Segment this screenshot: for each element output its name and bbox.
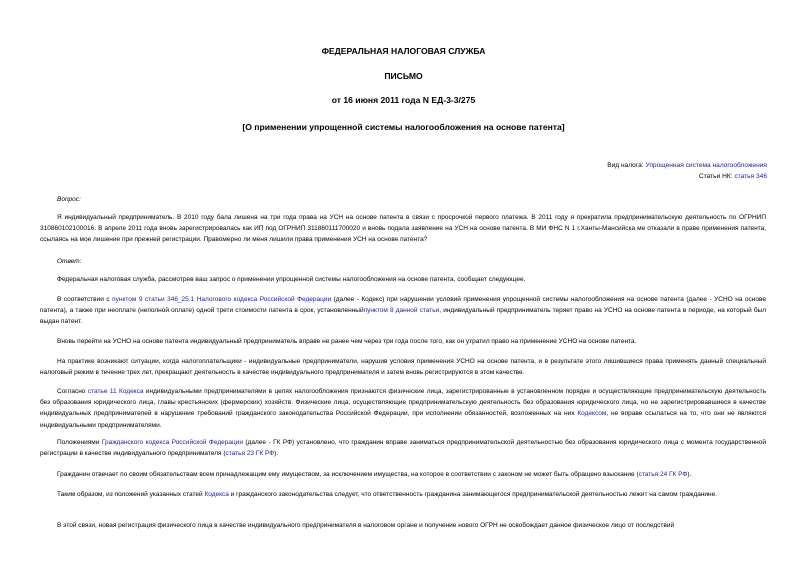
text-run: (далее - ГК РФ) установлено, что гражданин вправе заниматься предпринимательской деятельностью без образования юридического лица с момента государственной регистрации в качестве индивидуального предпринимателя (: [40, 439, 766, 458]
text-run: ).: [687, 471, 692, 478]
text-run: Положениями: [57, 439, 102, 446]
tax-type-link[interactable]: Упрощенная система налогообложения: [645, 162, 767, 169]
text-run: , не вправе ссылаться на то, что они не являются индивидуальными предпринимателями.: [40, 410, 766, 429]
tax-type-label: Вид налога:: [607, 162, 646, 169]
answer-label: Ответ:: [57, 258, 82, 265]
agency-title: ФЕДЕРАЛЬНАЯ НАЛОГОВАЯ СЛУЖБА: [321, 46, 486, 56]
text-run: ).: [274, 450, 279, 458]
document-date-number: от 16 июня 2011 года N ЕД-3-3/275: [331, 95, 476, 105]
answer-paragraph-5: [40, 386, 766, 431]
link-article-11[interactable]: статье 11 Кодекса: [87, 388, 144, 395]
link-civil-code-art-23[interactable]: статья 23 ГК РФ: [225, 450, 275, 458]
answer-paragraph-9: В этой связи, новая регистрация физического лица в качестве индивидуального предпринимателя в налоговом органе и получение нового ОГРН не освобождает данное физическое лицо от последствий: [57, 522, 675, 529]
question-text: Я индивидуальный предприниматель. В 2010 году бала лишена на три года права на УСН на основе патента в связи с просрочкой первого платежа. В 2011 году я прекратила предпринимательскую деятельность по ОГРНИП 310860102100016. В апреле 2011 года вновь зарегистрировалась как ИП под ОГРНИП 311860111700020 и вновь подала заявление на УСН на основе патента. В МИ ФНС N 1 г.Ханты-Мансийска ме отказали в праве применения патента, ссылаясь на мое лишение при прежней регистрации. Правомерно ли меня лишили права применения УСН на основе патента?: [40, 214, 766, 244]
link-code[interactable]: Кодексом: [577, 410, 607, 418]
text-run: Согласно: [57, 388, 88, 395]
text-run: Таким образом, из положений указанных статей: [57, 491, 205, 498]
answer-paragraph-4: На практике возникают ситуации, когда налогоплательщики - индивидуальные предприниматели, нарушив условия применения УСНО на основе патента, и в результате этого лишившиеся права применять данный специальный налоговый режим в течение трех лет, прекращают деятельность в качестве индивидуального предпринимателя и затем вновь регистрируются в этом качестве.: [40, 358, 766, 377]
text-run: и гражданского законодательства следует, что ответственность гражданина занимающегося предпринимательской деятельностью лежит на самом гражданине.: [228, 491, 718, 498]
tax-code-article-link[interactable]: статья 346: [734, 173, 767, 180]
link-item-8[interactable]: пунктом 8 данной статьи: [363, 307, 440, 315]
tax-code-articles-line: [699, 171, 767, 182]
link-tax-code-art-346-25-1[interactable]: пунктом 9 статьи 346_25.1 Налогового кодекса Российской Федерации: [112, 296, 332, 303]
question-label: Вопрос:: [57, 196, 81, 203]
tax-code-articles-label: Статьи НК:: [698, 173, 735, 180]
link-civil-code[interactable]: Гражданского кодекса Российской Федерации: [101, 439, 243, 446]
document-subject: [О применении упрощенной системы налогообложения на основе патента]: [242, 122, 565, 132]
document-type: ПИСЬМО: [384, 71, 423, 81]
link-code-2[interactable]: Кодекса: [204, 491, 229, 498]
answer-paragraph-1: Федеральная налоговая служба, рассмотрев ваш запрос о применении упрощенной системы налогообложения на основе патента, сообщает следующее.: [57, 276, 526, 283]
answer-paragraph-6: [40, 437, 766, 459]
answer-paragraph-7: [40, 469, 766, 480]
tax-type-line: [607, 160, 767, 171]
answer-paragraph-8: [40, 489, 766, 500]
text-run: В соответствии с: [57, 296, 113, 303]
text-run: Гражданин отвечает по своим обязательствам всем принадлежащим ему имуществом, за исключением имущества, на которое в соответствии с законом не может быть обращено взыскание (: [57, 471, 639, 478]
answer-paragraph-3: Вновь перейти на УСНО на основе патента индивидуальный предприниматель вправе не ранее чем через три года после того, как он утратил право на применение УСНО на основе патента.: [57, 338, 637, 345]
text-run: индивидуальными предпринимателями в целях налогообложения признаются физические лица, зарегистрированные в установленном порядке и осуществляющие предпринимательскую деятельность без образования юридического лица, главы крестьянских (фермерских) хозяйств. Физические лица, осуществляющие предпринимательскую деятельность без образования юридического лица, но не зарегистрировавшиеся в качестве индивидуальных предпринимателей в нарушение требований гражданского законодательства Российской Федерации, при исполнении обязанностей, возложенных на них: [40, 388, 766, 418]
answer-paragraph-2: [40, 294, 766, 328]
link-civil-code-art-24[interactable]: статья 24 ГК РФ: [638, 471, 688, 478]
text-run: (далее - Кодекс) при нарушении условий применения упрощенной системы налогообложения на основе патента (далее - УСНО на основе патента), а также при неоплате (неполной оплате) одной трети стоимости патента в срок, установленный: [40, 296, 766, 315]
text-run: , индивидуальный предприниматель теряет право на УСНО на основе патента в периоде, на который был выдан патент.: [40, 307, 767, 326]
